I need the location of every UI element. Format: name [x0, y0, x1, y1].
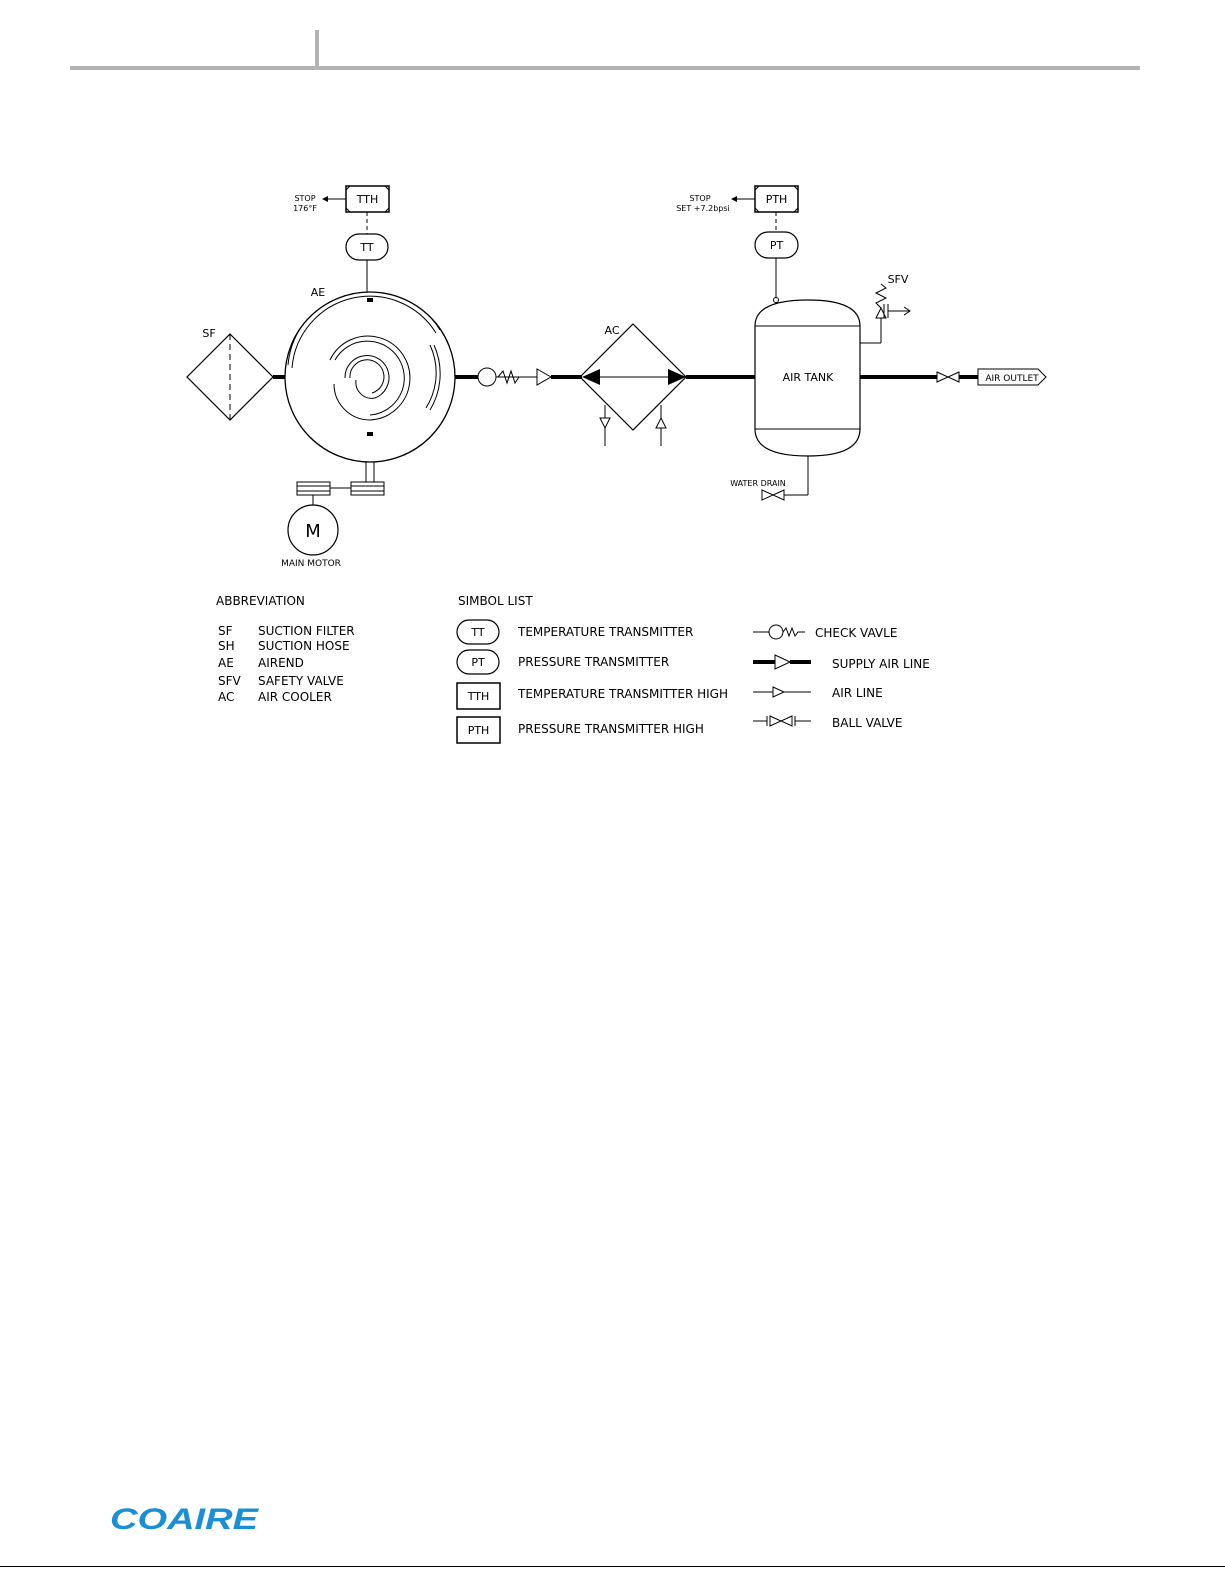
abbr-code: SFV — [218, 674, 241, 688]
stop-temp-line1: STOP — [294, 194, 316, 203]
tt-symbol — [346, 234, 388, 260]
tt-label: TT — [360, 241, 374, 254]
abbr-meaning: SUCTION HOSE — [258, 639, 350, 653]
air-outlet-label: AIR OUTLET — [985, 374, 1039, 384]
abbr-meaning: AIR COOLER — [258, 690, 332, 704]
legend-supply-air-line: SUPPLY AIR LINE — [832, 657, 930, 671]
abbr-code: AC — [218, 690, 235, 704]
stop-press-line1: STOP — [689, 194, 711, 203]
legend-pth-symbol: PTH — [467, 724, 490, 737]
legend-air-line: AIR LINE — [832, 686, 883, 700]
tth-label: TTH — [356, 193, 379, 206]
air-tank-label: AIR TANK — [782, 371, 834, 384]
main-motor-label: MAIN MOTOR — [281, 559, 341, 569]
legend-pt-symbol: PT — [471, 656, 485, 669]
legend-tth-symbol: TTH — [467, 690, 490, 703]
air-cooler — [580, 324, 686, 446]
abbr-meaning: AIREND — [258, 656, 304, 670]
symbol-list-left — [457, 620, 728, 743]
drive-coupling — [297, 462, 384, 505]
air-outlet-tag — [978, 369, 1046, 385]
pt-label: PT — [769, 239, 784, 252]
legend-tt-symbol: TT — [471, 626, 485, 639]
motor-label: M — [305, 521, 321, 542]
legend-pth-label: PRESSURE TRANSMITTER HIGH — [518, 722, 704, 736]
symbol-list-title: SIMBOL LIST — [458, 594, 533, 608]
suction-filter — [187, 327, 273, 420]
sfv-label: SFV — [887, 273, 909, 286]
abbr-code: SH — [218, 639, 235, 653]
ac-label: AC — [604, 324, 620, 337]
water-drain — [730, 456, 808, 500]
abbr-code: SF — [218, 624, 233, 638]
pt-symbol — [755, 232, 798, 258]
tth-symbol — [346, 186, 389, 212]
abbreviation-title: ABBREVIATION — [216, 594, 305, 608]
legend-check-valve: CHECK VAVLE — [815, 626, 898, 640]
stop-temp-line2: 176°F — [293, 204, 317, 213]
sf-label: SF — [202, 327, 216, 340]
abbreviation-list — [218, 624, 355, 704]
water-drain-label: WATER DRAIN — [730, 479, 786, 488]
ae-label: AE — [310, 286, 326, 299]
airend — [285, 286, 455, 462]
coaire-logo — [110, 1500, 260, 1536]
abbr-meaning: SUCTION FILTER — [258, 624, 355, 638]
legend-ball-valve: BALL VALVE — [832, 716, 903, 730]
pth-label: PTH — [765, 193, 788, 206]
footer-rule — [0, 1566, 1225, 1567]
abbr-meaning: SAFETY VALVE — [258, 674, 344, 688]
stop-press-line2: SET +7.2bpsi — [676, 204, 730, 213]
legend-tth-label: TEMPERATURE TRANSMITTER HIGH — [518, 687, 729, 701]
pth-symbol — [755, 186, 798, 212]
symbol-list-right — [753, 625, 930, 730]
legend-pt-label: PRESSURE TRANSMITTER — [518, 655, 670, 669]
safety-valve — [860, 273, 910, 343]
legend-tt-label: TEMPERATURE TRANSMITTER — [518, 625, 694, 639]
air-tank — [755, 300, 860, 456]
outlet-ball-valve — [937, 372, 959, 382]
main-motor — [281, 505, 341, 569]
abbr-code: AE — [218, 656, 234, 670]
logo-text: COAIRE — [110, 1503, 260, 1536]
